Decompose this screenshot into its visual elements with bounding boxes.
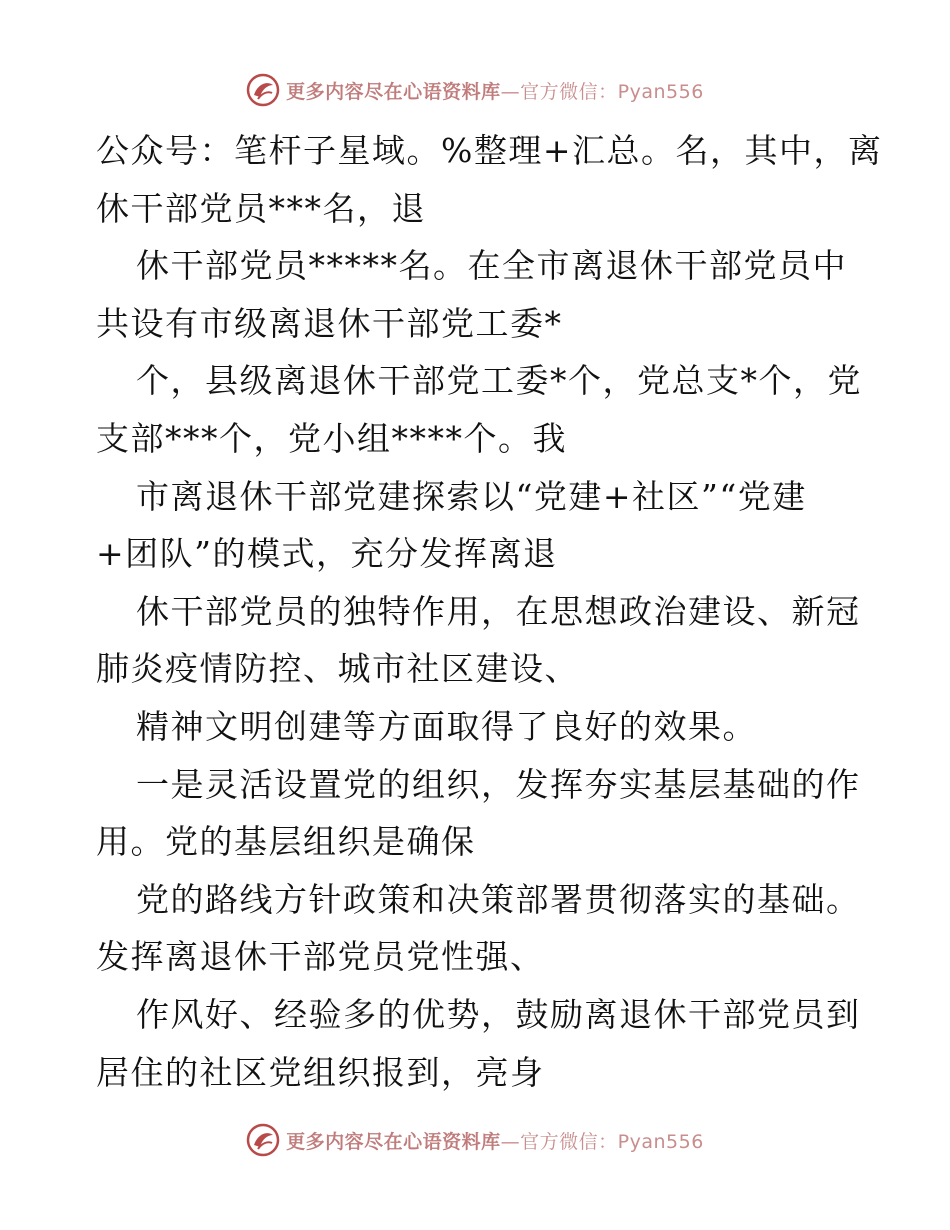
body-line: 发挥离退休干部党员党性强、 bbox=[96, 937, 545, 977]
body-line: 居住的社区党组织报到，亮身 bbox=[96, 1052, 545, 1092]
header-banner bbox=[0, 70, 950, 110]
body-line: 用。党的基层组织是确保 bbox=[96, 822, 476, 862]
body-line: 休干部党员*****名。在全市离退休干部党员中 bbox=[136, 246, 847, 286]
body-line: 党的路线方针政策和决策部署贯彻落实的基础。 bbox=[136, 879, 861, 919]
body-line: 休干部党员***名，退 bbox=[96, 188, 426, 228]
footer-banner-text: 更多内容尽在心语资料库—官方微信：Pyan556 bbox=[286, 1130, 704, 1153]
body-line: 精神文明创建等方面取得了良好的效果。 bbox=[136, 706, 757, 746]
body-line: 支部***个，党小组****个。我 bbox=[96, 418, 567, 458]
body-line: 作风好、经验多的优势，鼓励离退休干部党员到 bbox=[136, 994, 861, 1034]
body-line: 共设有市级离退休干部党工委* bbox=[96, 303, 563, 343]
body-line: 一是灵活设置党的组织，发挥夯实基层基础的作 bbox=[136, 764, 861, 804]
document-body bbox=[96, 122, 883, 1101]
body-line: 公众号：笔杆子星域。%整理+汇总。名，其中，离 bbox=[96, 131, 883, 170]
body-line: 肺炎疫情防控、城市社区建设、 bbox=[96, 649, 579, 689]
footer-banner bbox=[0, 1120, 950, 1160]
body-line: 市离退休干部党建探索以“党建+社区”“党建 bbox=[136, 476, 807, 516]
body-line: 个，县级离退休干部党工委*个，党总支*个，党 bbox=[136, 361, 862, 401]
red-swirl-logo-icon bbox=[246, 73, 280, 107]
header-banner-text: 更多内容尽在心语资料库—官方微信：Pyan556 bbox=[286, 80, 704, 103]
body-line: +团队”的模式，充分发挥离退 bbox=[96, 534, 558, 574]
body-line: 休干部党员的独特作用，在思想政治建设、新冠 bbox=[136, 591, 861, 631]
red-swirl-logo-icon bbox=[246, 1123, 280, 1157]
